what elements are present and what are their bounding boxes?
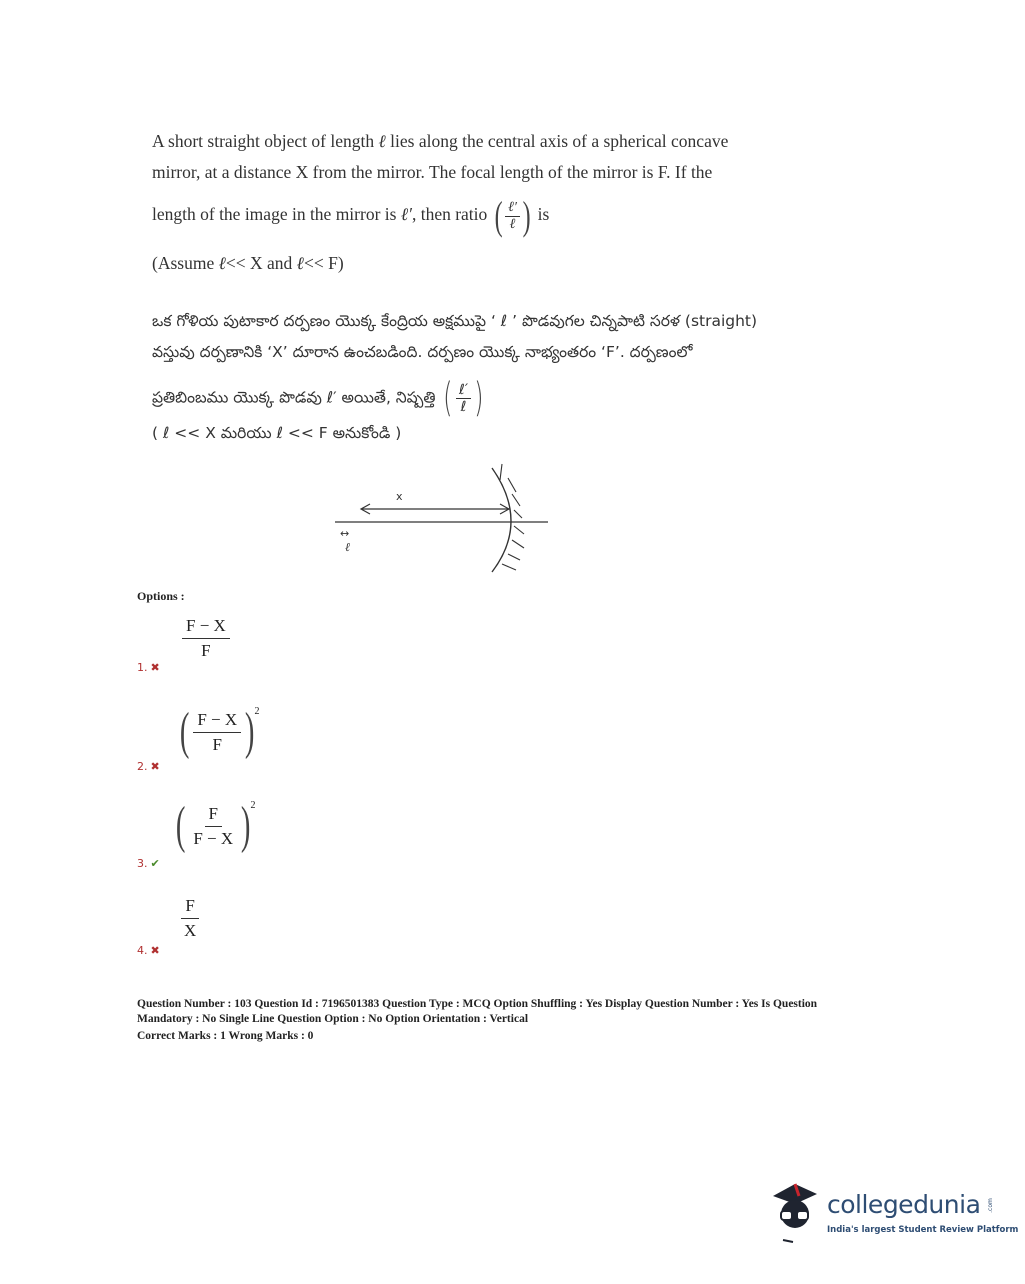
option-4-marker: 4. ✖: [137, 944, 160, 957]
option-2-power: 2: [254, 706, 260, 717]
question-line-2: mirror, at a distance X from the mirror. The focal length of the mirror is F. If the: [152, 162, 713, 182]
telugu-line-2: వస్తువు దర్పణానికి ‘X’ దూరాన ఉంచబడింది. దర్పణం యొక్క నాభ్యంతరం ‘F’. దర్పణంలో: [152, 343, 693, 361]
option-3-marker: 3. ✔: [137, 857, 160, 870]
meta-line-2: Mandatory : No Single Line Question Option : No Option Orientation : Vertical: [137, 1013, 529, 1025]
question-line-3: length of the image in the mirror is ℓ′, then ratio ( $\frac{\text{ℓ′}}{\text{ℓ}}$ ) is: [152, 193, 550, 238]
telugu-line-3: ప్రతిబింబము యొక్క పొడవు ℓ′ అయితే, నిష్పత్తి ( $\frac{\text{ℓ′}}{\text{ℓ}}$ ): [152, 378, 792, 418]
logo-wordmark: collegedunia: [827, 1190, 981, 1219]
question-meta: [137, 997, 897, 1044]
options-label: Options :: [137, 589, 185, 603]
logo-tagline: India's largest Student Review Platform: [827, 1225, 1019, 1235]
option-3-fraction[interactable]: ( $\frac{F}{F - X}$ ) $^2$: [175, 797, 256, 854]
assume-line: (Assume ℓ<< X and ℓ<< F): [152, 253, 344, 273]
ratio-fraction: ( $\frac{\text{ℓ′}}{\text{ℓ}}$ ): [494, 193, 531, 238]
wrong-icon: ✖: [150, 944, 160, 957]
meta-line-3: Correct Marks : 1 Wrong Marks : 0: [137, 1030, 314, 1042]
meta-line-1: Question Number : 103 Question Id : 7196501383 Question Type : MCQ Option Shuffling : Yes Display Question Number : Yes Is Question: [137, 998, 818, 1010]
logo-mascot-icon: [765, 1178, 825, 1248]
telugu-ratio-fraction: ( $\frac{\text{ℓ′}}{\text{ℓ}}$ ): [443, 375, 484, 421]
option-4-fraction[interactable]: $\frac{F}{X}$: [180, 894, 200, 943]
correct-check-icon: ✔: [150, 857, 160, 870]
option-3-power: 2: [250, 800, 256, 811]
mirror-diagram: [330, 460, 560, 580]
question-line-1: A short straight object of length ℓ lies along the central axis of a spherical concave: [152, 131, 729, 151]
logo-com: .com: [986, 1198, 994, 1213]
diagram-ell-label: ℓ: [345, 540, 350, 554]
option-2-fraction[interactable]: ( $\frac{F - X}{F}$ ) $^2$: [179, 703, 260, 760]
wrong-icon: ✖: [150, 661, 160, 674]
concave-mirror: [492, 468, 511, 572]
diagram-x-label: x: [396, 490, 403, 503]
telugu-line-1: ఒక గోళియ పుటాకార దర్పణం యొక్క కేంద్రియ అక్షముపై ‘ ℓ ’ పొడవుగల చిన్నపాటి సరళ (straight): [152, 312, 758, 330]
option-1-marker: 1. ✖: [137, 661, 160, 674]
option-2-marker: 2. ✖: [137, 760, 160, 773]
collegedunia-logo[interactable]: [765, 1178, 1019, 1248]
ell-symbol: ℓ: [378, 131, 386, 151]
question-telugu: [152, 306, 792, 449]
question-english: [152, 126, 792, 279]
telugu-line-4: ( ℓ << X మరియు ℓ << F అనుకోండి ): [152, 424, 402, 442]
option-1-fraction[interactable]: $\frac{F - X}{F}$: [182, 614, 230, 663]
diagram-ell-arrow: ↔: [340, 527, 350, 540]
wrong-icon: ✖: [150, 760, 160, 773]
